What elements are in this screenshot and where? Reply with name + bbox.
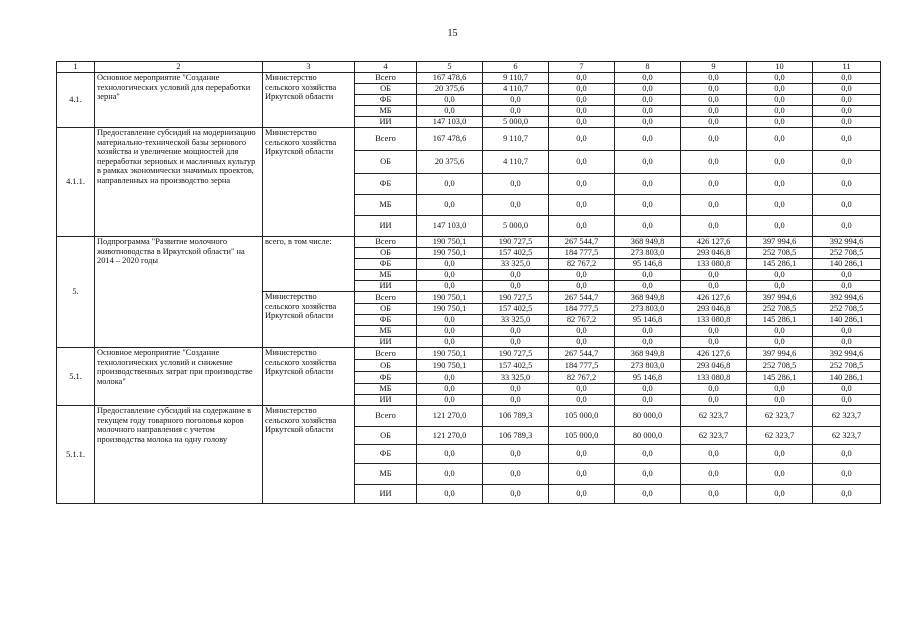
value-cell: 145 286,1	[747, 372, 813, 384]
funding-source: МБ	[355, 464, 417, 485]
funding-source: ФБ	[355, 445, 417, 464]
item-name: Предоставление субсидий на содержание в текущем году товарного поголовья коров молочного направления с учетом производства молока на одну голову	[95, 406, 263, 504]
budget-table	[56, 61, 881, 504]
funding-source: ОБ	[355, 151, 417, 174]
value-cell: 368 949,8	[615, 237, 681, 248]
value-cell: 0,0	[615, 326, 681, 337]
value-cell: 0,0	[681, 445, 747, 464]
value-cell: 0,0	[681, 117, 747, 128]
value-cell: 0,0	[615, 84, 681, 95]
value-cell: 106 789,3	[483, 427, 549, 445]
value-cell: 0,0	[549, 270, 615, 281]
value-cell: 0,0	[483, 281, 549, 292]
value-cell: 0,0	[483, 384, 549, 395]
column-number: 5	[417, 62, 483, 73]
value-cell: 252 708,5	[813, 248, 881, 259]
value-cell: 167 478,6	[417, 73, 483, 84]
funding-source: Всего	[355, 73, 417, 84]
value-cell: 368 949,8	[615, 348, 681, 360]
value-cell: 0,0	[747, 485, 813, 504]
value-cell: 0,0	[417, 464, 483, 485]
column-number: 3	[263, 62, 355, 73]
value-cell: 0,0	[483, 174, 549, 195]
value-cell: 397 994,6	[747, 348, 813, 360]
value-cell: 0,0	[681, 128, 747, 151]
executor: всего, в том числе:	[263, 237, 355, 292]
value-cell: 0,0	[417, 174, 483, 195]
value-cell: 95 146,8	[615, 372, 681, 384]
value-cell: 0,0	[681, 270, 747, 281]
value-cell: 392 994,6	[813, 292, 881, 304]
funding-source: ФБ	[355, 259, 417, 270]
value-cell: 0,0	[549, 106, 615, 117]
value-cell: 157 402,5	[483, 360, 549, 372]
value-cell: 105 000,0	[549, 427, 615, 445]
value-cell: 80 000,0	[615, 427, 681, 445]
value-cell: 0,0	[615, 128, 681, 151]
value-cell: 392 994,6	[813, 237, 881, 248]
value-cell: 0,0	[813, 174, 881, 195]
page-number: 15	[447, 28, 458, 39]
value-cell: 0,0	[549, 326, 615, 337]
value-cell: 0,0	[483, 464, 549, 485]
value-cell: 0,0	[813, 84, 881, 95]
value-cell: 0,0	[813, 281, 881, 292]
value-cell: 0,0	[747, 464, 813, 485]
value-cell: 0,0	[615, 485, 681, 504]
value-cell: 190 750,1	[417, 292, 483, 304]
value-cell: 0,0	[813, 384, 881, 395]
value-cell: 0,0	[417, 384, 483, 395]
item-number: 4.1.1.	[57, 128, 95, 237]
value-cell: 184 777,5	[549, 304, 615, 315]
funding-source: ОБ	[355, 304, 417, 315]
funding-source: ИИ	[355, 337, 417, 348]
value-cell: 0,0	[417, 315, 483, 326]
value-cell: 0,0	[681, 281, 747, 292]
value-cell: 0,0	[549, 73, 615, 84]
value-cell: 62 323,7	[813, 427, 881, 445]
value-cell: 0,0	[549, 337, 615, 348]
funding-source: ОБ	[355, 427, 417, 445]
value-cell: 9 110,7	[483, 73, 549, 84]
value-cell: 62 323,7	[681, 427, 747, 445]
value-cell: 0,0	[813, 216, 881, 237]
value-cell: 0,0	[549, 151, 615, 174]
value-cell: 267 544,7	[549, 348, 615, 360]
value-cell: 0,0	[681, 151, 747, 174]
value-cell: 133 080,8	[681, 315, 747, 326]
executor: Министерство сельского хозяйства Иркутской области	[263, 292, 355, 348]
value-cell: 184 777,5	[549, 248, 615, 259]
funding-source: ИИ	[355, 117, 417, 128]
funding-source: МБ	[355, 195, 417, 216]
value-cell: 0,0	[681, 84, 747, 95]
column-number: 11	[813, 62, 881, 73]
value-cell: 190 750,1	[417, 304, 483, 315]
value-cell: 0,0	[483, 270, 549, 281]
value-cell: 190 750,1	[417, 360, 483, 372]
funding-source: МБ	[355, 270, 417, 281]
item-number: 5.	[57, 237, 95, 348]
value-cell: 0,0	[417, 195, 483, 216]
value-cell: 0,0	[747, 128, 813, 151]
value-cell: 0,0	[681, 106, 747, 117]
column-number: 2	[95, 62, 263, 73]
table-body	[57, 73, 881, 504]
value-cell: 0,0	[615, 395, 681, 406]
value-cell: 0,0	[813, 195, 881, 216]
value-cell: 0,0	[417, 485, 483, 504]
value-cell: 0,0	[549, 195, 615, 216]
column-number: 8	[615, 62, 681, 73]
value-cell: 0,0	[681, 485, 747, 504]
column-number-header	[57, 62, 881, 73]
value-cell: 0,0	[615, 445, 681, 464]
value-cell: 33 325,0	[483, 315, 549, 326]
value-cell: 392 994,6	[813, 348, 881, 360]
value-cell: 0,0	[747, 195, 813, 216]
funding-source: Всего	[355, 237, 417, 248]
funding-source: ФБ	[355, 174, 417, 195]
value-cell: 105 000,0	[549, 406, 615, 427]
item-name: Подпрограмма "Развитие молочного животноводства в Иркутской области" на 2014 – 2020 годы	[95, 237, 263, 348]
value-cell: 140 286,1	[813, 315, 881, 326]
value-cell: 62 323,7	[747, 406, 813, 427]
value-cell: 140 286,1	[813, 259, 881, 270]
value-cell: 0,0	[747, 384, 813, 395]
value-cell: 0,0	[615, 195, 681, 216]
item-number: 4.1.	[57, 73, 95, 128]
value-cell: 0,0	[549, 84, 615, 95]
value-cell: 0,0	[549, 174, 615, 195]
funding-source: Всего	[355, 128, 417, 151]
value-cell: 0,0	[483, 485, 549, 504]
value-cell: 62 323,7	[681, 406, 747, 427]
funding-source: МБ	[355, 384, 417, 395]
value-cell: 0,0	[549, 384, 615, 395]
value-cell: 0,0	[615, 281, 681, 292]
value-cell: 0,0	[813, 395, 881, 406]
value-cell: 0,0	[681, 326, 747, 337]
column-number: 1	[57, 62, 95, 73]
value-cell: 0,0	[417, 445, 483, 464]
value-cell: 397 994,6	[747, 292, 813, 304]
value-cell: 293 046,8	[681, 304, 747, 315]
value-cell: 82 767,2	[549, 259, 615, 270]
table-row	[57, 348, 881, 360]
value-cell: 0,0	[747, 106, 813, 117]
value-cell: 157 402,5	[483, 248, 549, 259]
value-cell: 0,0	[615, 151, 681, 174]
value-cell: 157 402,5	[483, 304, 549, 315]
value-cell: 0,0	[615, 117, 681, 128]
value-cell: 5 000,0	[483, 216, 549, 237]
value-cell: 145 286,1	[747, 315, 813, 326]
funding-source: ФБ	[355, 315, 417, 326]
value-cell: 62 323,7	[813, 406, 881, 427]
value-cell: 252 708,5	[747, 360, 813, 372]
value-cell: 140 286,1	[813, 372, 881, 384]
value-cell: 267 544,7	[549, 237, 615, 248]
value-cell: 0,0	[813, 445, 881, 464]
value-cell: 273 803,0	[615, 304, 681, 315]
funding-source: Всего	[355, 348, 417, 360]
value-cell: 0,0	[747, 95, 813, 106]
value-cell: 33 325,0	[483, 259, 549, 270]
value-cell: 33 325,0	[483, 372, 549, 384]
value-cell: 0,0	[417, 270, 483, 281]
value-cell: 0,0	[681, 395, 747, 406]
column-number: 4	[355, 62, 417, 73]
item-name: Предоставление субсидий на модернизацию материально-технической базы зернового хозяйства и увеличение мощностей для переработки зерновых и масличных культур в рамках экономически значимых проектов, направленных на производство зерна	[95, 128, 263, 237]
value-cell: 0,0	[813, 270, 881, 281]
value-cell: 0,0	[747, 395, 813, 406]
value-cell: 0,0	[747, 326, 813, 337]
funding-source: ОБ	[355, 84, 417, 95]
item-name: Основное мероприятие "Создание технологических условий для переработки зерна"	[95, 73, 263, 128]
value-cell: 0,0	[549, 464, 615, 485]
value-cell: 0,0	[417, 395, 483, 406]
value-cell: 426 127,6	[681, 348, 747, 360]
table-row	[57, 73, 881, 84]
value-cell: 0,0	[549, 216, 615, 237]
value-cell: 0,0	[813, 464, 881, 485]
value-cell: 0,0	[615, 270, 681, 281]
value-cell: 0,0	[813, 326, 881, 337]
value-cell: 0,0	[417, 106, 483, 117]
value-cell: 0,0	[549, 281, 615, 292]
value-cell: 0,0	[681, 174, 747, 195]
value-cell: 190 727,5	[483, 292, 549, 304]
value-cell: 0,0	[417, 281, 483, 292]
value-cell: 426 127,6	[681, 237, 747, 248]
value-cell: 190 750,1	[417, 237, 483, 248]
value-cell: 0,0	[483, 395, 549, 406]
value-cell: 0,0	[681, 337, 747, 348]
value-cell: 368 949,8	[615, 292, 681, 304]
funding-source: ИИ	[355, 395, 417, 406]
value-cell: 0,0	[681, 464, 747, 485]
table-row	[57, 406, 881, 427]
value-cell: 0,0	[615, 95, 681, 106]
executor: Министерство сельского хозяйства Иркутской области	[263, 73, 355, 128]
value-cell: 0,0	[615, 337, 681, 348]
value-cell: 0,0	[747, 174, 813, 195]
value-cell: 0,0	[747, 117, 813, 128]
funding-source: ФБ	[355, 372, 417, 384]
column-number: 6	[483, 62, 549, 73]
executor: Министерство сельского хозяйства Иркутской области	[263, 406, 355, 504]
value-cell: 0,0	[483, 195, 549, 216]
value-cell: 4 110,7	[483, 151, 549, 174]
value-cell: 0,0	[549, 485, 615, 504]
value-cell: 0,0	[417, 326, 483, 337]
value-cell: 20 375,6	[417, 84, 483, 95]
funding-source: ИИ	[355, 216, 417, 237]
value-cell: 0,0	[483, 95, 549, 106]
value-cell: 426 127,6	[681, 292, 747, 304]
value-cell: 0,0	[615, 73, 681, 84]
value-cell: 0,0	[549, 95, 615, 106]
value-cell: 0,0	[813, 73, 881, 84]
value-cell: 0,0	[483, 445, 549, 464]
value-cell: 0,0	[747, 151, 813, 174]
value-cell: 293 046,8	[681, 248, 747, 259]
value-cell: 0,0	[813, 151, 881, 174]
value-cell: 95 146,8	[615, 315, 681, 326]
funding-source: ФБ	[355, 95, 417, 106]
value-cell: 0,0	[483, 106, 549, 117]
value-cell: 4 110,7	[483, 84, 549, 95]
value-cell: 5 000,0	[483, 117, 549, 128]
value-cell: 0,0	[615, 216, 681, 237]
value-cell: 0,0	[483, 337, 549, 348]
value-cell: 106 789,3	[483, 406, 549, 427]
value-cell: 0,0	[549, 395, 615, 406]
value-cell: 252 708,5	[747, 248, 813, 259]
value-cell: 0,0	[615, 384, 681, 395]
column-number: 7	[549, 62, 615, 73]
value-cell: 0,0	[747, 84, 813, 95]
funding-source: МБ	[355, 106, 417, 117]
value-cell: 0,0	[615, 106, 681, 117]
value-cell: 0,0	[615, 464, 681, 485]
executor: Министерство сельского хозяйства Иркутской области	[263, 128, 355, 237]
funding-source: Всего	[355, 292, 417, 304]
value-cell: 0,0	[417, 372, 483, 384]
value-cell: 273 803,0	[615, 248, 681, 259]
value-cell: 0,0	[747, 270, 813, 281]
value-cell: 190 750,1	[417, 248, 483, 259]
value-cell: 252 708,5	[747, 304, 813, 315]
value-cell: 0,0	[747, 445, 813, 464]
value-cell: 0,0	[747, 281, 813, 292]
value-cell: 0,0	[747, 73, 813, 84]
value-cell: 121 270,0	[417, 427, 483, 445]
value-cell: 0,0	[747, 216, 813, 237]
value-cell: 184 777,5	[549, 360, 615, 372]
value-cell: 0,0	[747, 337, 813, 348]
value-cell: 82 767,2	[549, 372, 615, 384]
value-cell: 273 803,0	[615, 360, 681, 372]
value-cell: 0,0	[681, 384, 747, 395]
executor: Министерство сельского хозяйства Иркутской области	[263, 348, 355, 406]
value-cell: 0,0	[681, 95, 747, 106]
value-cell: 0,0	[681, 195, 747, 216]
funding-source: МБ	[355, 326, 417, 337]
value-cell: 0,0	[813, 106, 881, 117]
value-cell: 0,0	[813, 128, 881, 151]
value-cell: 95 146,8	[615, 259, 681, 270]
table-row	[57, 237, 881, 248]
value-cell: 133 080,8	[681, 259, 747, 270]
value-cell: 0,0	[549, 117, 615, 128]
value-cell: 145 286,1	[747, 259, 813, 270]
value-cell: 147 103,0	[417, 117, 483, 128]
value-cell: 190 727,5	[483, 348, 549, 360]
value-cell: 167 478,6	[417, 128, 483, 151]
value-cell: 147 103,0	[417, 216, 483, 237]
value-cell: 0,0	[549, 128, 615, 151]
value-cell: 0,0	[813, 485, 881, 504]
value-cell: 0,0	[813, 95, 881, 106]
value-cell: 0,0	[483, 326, 549, 337]
value-cell: 0,0	[813, 117, 881, 128]
item-name: Основное мероприятие "Создание технологических условий и снижение производственных затрат при производстве молока"	[95, 348, 263, 406]
funding-source: ОБ	[355, 248, 417, 259]
value-cell: 133 080,8	[681, 372, 747, 384]
value-cell: 190 750,1	[417, 348, 483, 360]
funding-source: ОБ	[355, 360, 417, 372]
value-cell: 121 270,0	[417, 406, 483, 427]
value-cell: 0,0	[681, 216, 747, 237]
value-cell: 0,0	[417, 259, 483, 270]
value-cell: 80 000,0	[615, 406, 681, 427]
value-cell: 20 375,6	[417, 151, 483, 174]
table-row	[57, 128, 881, 151]
value-cell: 9 110,7	[483, 128, 549, 151]
column-number: 10	[747, 62, 813, 73]
value-cell: 0,0	[615, 174, 681, 195]
item-number: 5.1.	[57, 348, 95, 406]
value-cell: 252 708,5	[813, 360, 881, 372]
funding-source: Всего	[355, 406, 417, 427]
value-cell: 82 767,2	[549, 315, 615, 326]
value-cell: 0,0	[417, 337, 483, 348]
value-cell: 190 727,5	[483, 237, 549, 248]
value-cell: 252 708,5	[813, 304, 881, 315]
value-cell: 0,0	[681, 73, 747, 84]
value-cell: 0,0	[813, 337, 881, 348]
value-cell: 267 544,7	[549, 292, 615, 304]
value-cell: 62 323,7	[747, 427, 813, 445]
value-cell: 0,0	[549, 445, 615, 464]
column-number: 9	[681, 62, 747, 73]
funding-source: ИИ	[355, 281, 417, 292]
funding-source: ИИ	[355, 485, 417, 504]
value-cell: 0,0	[417, 95, 483, 106]
header-row	[57, 62, 881, 73]
item-number: 5.1.1.	[57, 406, 95, 504]
value-cell: 293 046,8	[681, 360, 747, 372]
value-cell: 397 994,6	[747, 237, 813, 248]
